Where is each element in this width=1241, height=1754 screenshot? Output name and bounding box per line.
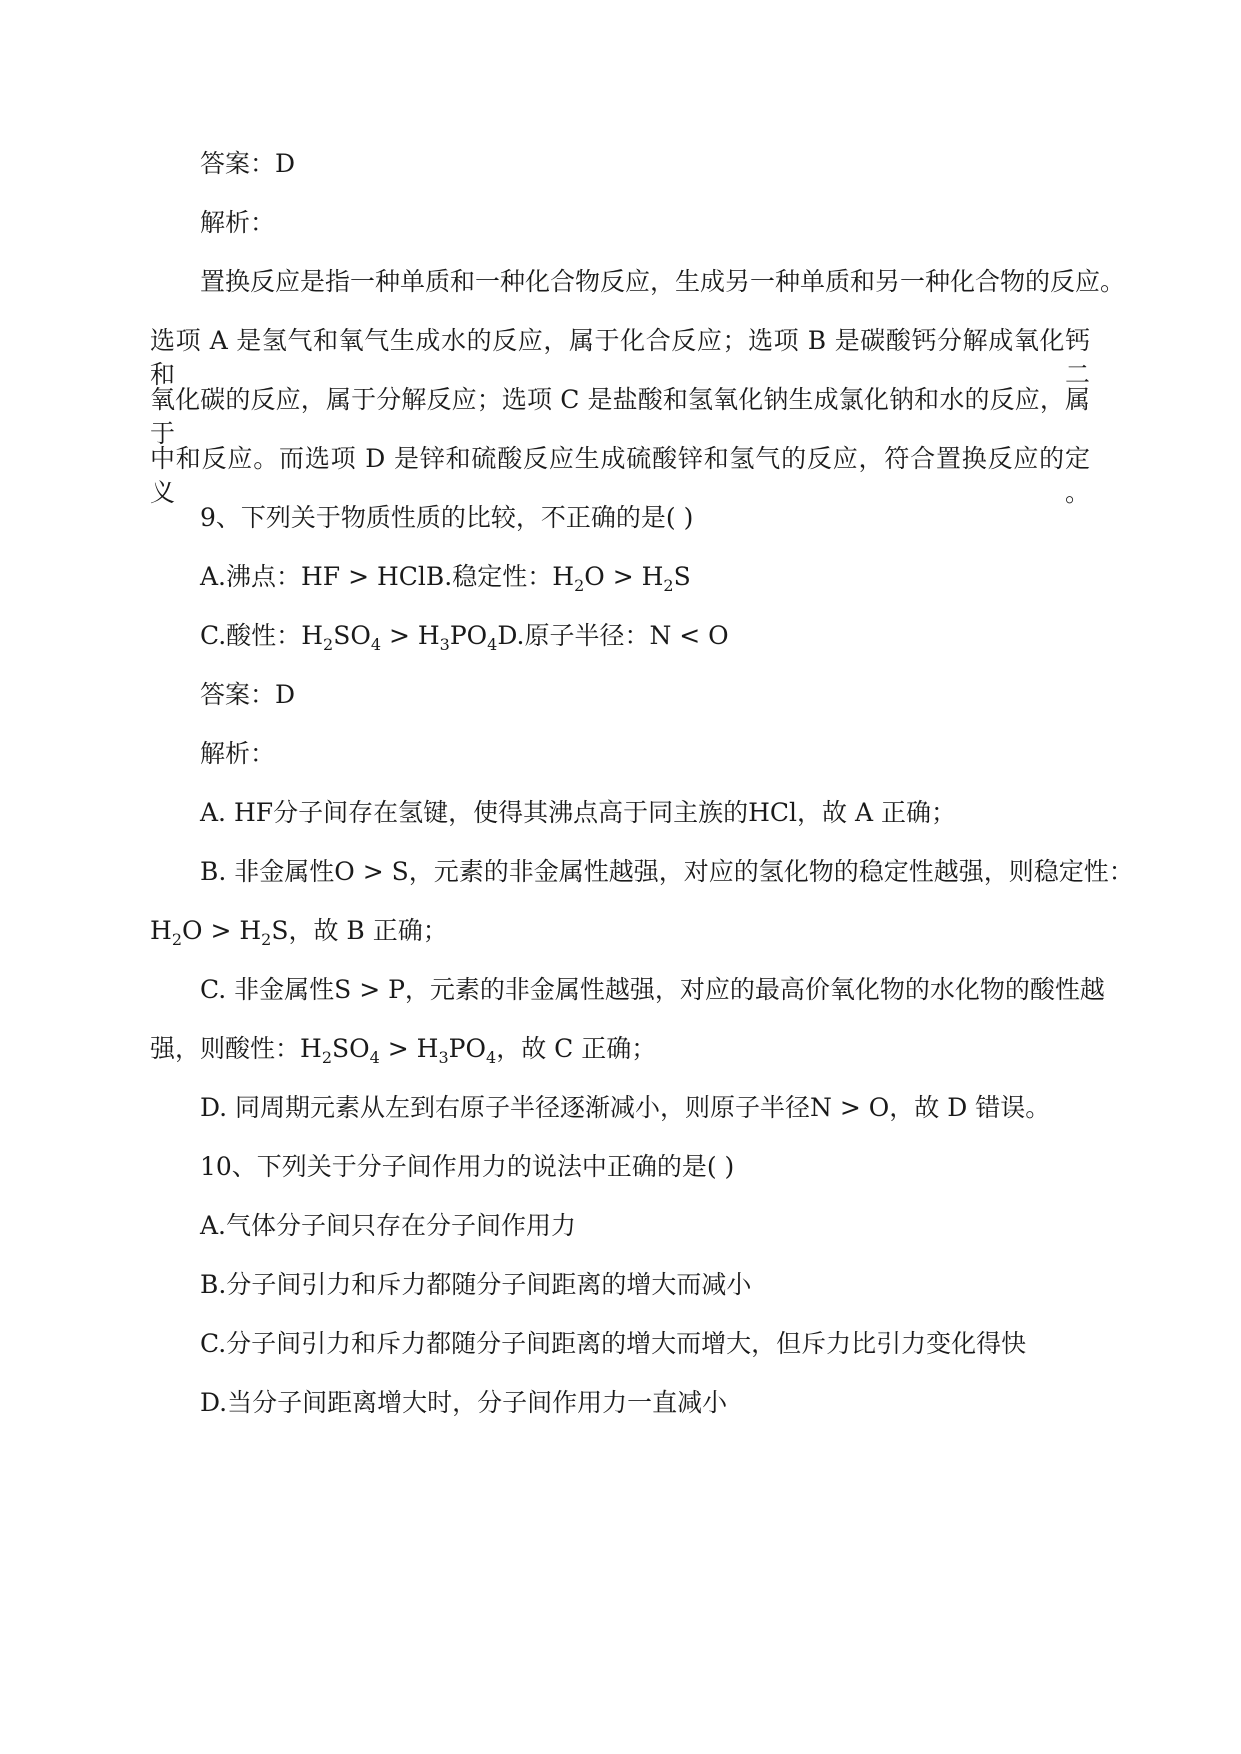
q9-option-b-formula: $H_2O > H_2S$ xyxy=(552,562,691,595)
q9-analysis-b-tail: ，故 B 正确； xyxy=(288,916,448,945)
q8-analysis-line-3: 氧化碳的反应，属于分解反应；选项 C 是盐酸和氢氧化钠生成氯化钠和水的反应，属于 xyxy=(150,385,1090,448)
q9-question: 9、下列关于物质性质的比较，不正确的是( ) xyxy=(200,503,694,532)
q9-analysis-d: D. 同周期元素从左到右原子半径逐渐减小，则原子半径N > O，故 D 错误。 xyxy=(200,1093,1051,1122)
q9-analysis-c-formula: $H_2SO_4 > H_3PO_4$ xyxy=(300,1034,497,1067)
q9-analysis-c-tail: ，故 C 正确； xyxy=(496,1034,657,1063)
q9-analysis-c-line-2 xyxy=(150,1032,656,1066)
q9-analysis-b-line-1: B. 非金属性O > S，元素的非金属性越强，对应的氢化物的稳定性越强，则稳定性： xyxy=(200,857,1134,886)
q8-analysis-label: 解析： xyxy=(200,208,276,237)
q9-analysis-b-line-2 xyxy=(150,914,448,948)
q9-option-d: D.原子半径：N < O xyxy=(497,621,729,650)
q8-analysis-line-4: 中和反应。而选项 D 是锌和硫酸反应生成硫酸锌和氢气的反应，符合置换反应的定义。 xyxy=(150,444,1090,507)
q9-analysis-label: 解析： xyxy=(200,739,276,768)
q10-option-b: B.分子间引力和斥力都随分子间距离的增大而减小 xyxy=(200,1270,752,1299)
q10-option-a: A.气体分子间只存在分子间作用力 xyxy=(200,1211,577,1240)
q10-question: 10、下列关于分子间作用力的说法中正确的是( ) xyxy=(200,1152,735,1181)
q9-answer: 答案：D xyxy=(200,680,296,709)
q9-option-b-label: B.稳定性： xyxy=(425,562,553,591)
q9-analysis-c-line-1: C. 非金属性S > P，元素的非金属性越强，对应的最高价氧化物的水化物的酸性越 xyxy=(200,975,1105,1004)
q9-option-a: A.沸点：HF > HCl xyxy=(200,562,426,591)
q8-analysis-line-2: 选项 A 是氢气和氧气生成水的反应，属于化合反应；选项 B 是碳酸钙分解成氧化钙和二 xyxy=(150,326,1090,389)
q9-options-cd xyxy=(200,619,729,653)
q9-option-c-label: C.酸性： xyxy=(200,621,302,650)
q9-analysis-c-head: 强，则酸性： xyxy=(150,1034,301,1063)
q10-option-c: C.分子间引力和斥力都随分子间距离的增大而增大，但斥力比引力变化得快 xyxy=(200,1329,1027,1358)
q9-analysis-b-formula: $H_2O > H_2S$ xyxy=(150,916,289,949)
q8-answer: 答案：D xyxy=(200,149,296,178)
q9-analysis-a: A. HF分子间存在氢键，使得其沸点高于同主族的HCl，故 A 正确； xyxy=(200,798,956,827)
q8-analysis-line-1: 置换反应是指一种单质和一种化合物反应，生成另一种单质和另一种化合物的反应。 xyxy=(200,267,1126,296)
q10-option-d: D.当分子间距离增大时，分子间作用力一直减小 xyxy=(200,1388,728,1417)
q9-option-c-formula: $H_2SO_4 > H_3PO_4$ xyxy=(301,621,498,654)
q9-options-ab xyxy=(200,560,691,594)
